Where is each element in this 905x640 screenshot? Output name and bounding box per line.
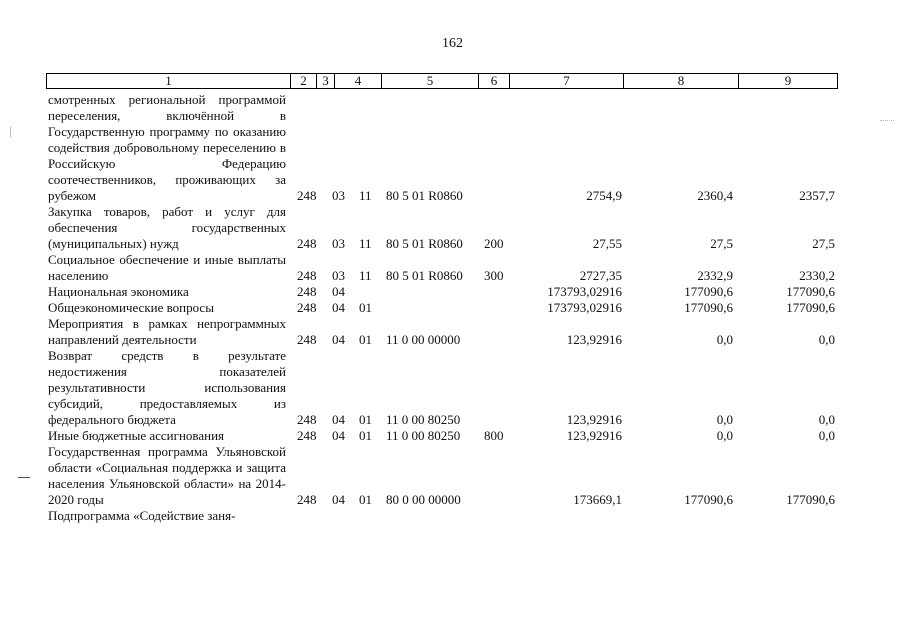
header-col-1: 1 xyxy=(165,73,172,88)
row-c9: 0,0 xyxy=(818,412,835,427)
row-c8: 177090,6 xyxy=(684,492,733,507)
row-c8: 2332,9 xyxy=(697,268,733,283)
page-number: 162 xyxy=(442,36,463,51)
row-c2: 248 xyxy=(297,332,317,347)
row-c7: 2727,35 xyxy=(579,268,622,283)
row-c7: 27,55 xyxy=(592,236,622,251)
scan-mark xyxy=(18,477,30,478)
row-c2: 248 xyxy=(297,492,317,507)
row-c5: 11 0 00 00000 xyxy=(386,332,461,347)
scan-mark xyxy=(10,127,12,137)
row-c9: 2330,2 xyxy=(799,268,835,283)
row-c3: 04 xyxy=(332,300,345,315)
row-c6: 200 xyxy=(484,236,504,251)
row-c9: 177090,6 xyxy=(786,492,835,507)
row-c8: 0,0 xyxy=(716,332,733,347)
table-row xyxy=(0,204,905,252)
row-name: Возврат средств в результате недостижения показателей результативности использования субсидий, предоставляемых из федерального бюджета xyxy=(48,348,286,427)
row-c7: 173669,1 xyxy=(573,492,622,507)
row-name: смотренных региональной программой переселения, включённой в Государственную программу по оказанию содействия добровольному переселению в Российскую Федерацию соотечественников, проживающих за рубежом xyxy=(48,92,286,203)
row-c7: 123,92916 xyxy=(566,428,622,443)
row-c3: 04 xyxy=(332,332,345,347)
row-name: Иные бюджетные ассигнования xyxy=(48,428,225,443)
row-c9: 2357,7 xyxy=(799,188,835,203)
row-name: Закупка товаров, работ и услуг для обеспечения государственных (муниципальных) нужд xyxy=(48,204,286,251)
scan-mark xyxy=(880,120,894,121)
row-c2: 248 xyxy=(297,188,317,203)
header-col-2: 2 xyxy=(290,74,316,88)
row-name: Общеэкономические вопросы xyxy=(48,300,214,315)
row-c3: 04 xyxy=(332,284,345,299)
row-c5: 11 0 00 80250 xyxy=(386,428,461,443)
row-c6: 300 xyxy=(484,268,504,283)
header-col-7: 7 xyxy=(509,74,623,88)
row-c5: 80 5 01 R0860 xyxy=(386,236,463,251)
row-c8: 177090,6 xyxy=(684,284,733,299)
table-row xyxy=(0,92,905,204)
row-c7: 123,92916 xyxy=(566,332,622,347)
header-col-6: 6 xyxy=(478,74,509,88)
row-c4: 01 xyxy=(359,332,372,347)
row-c4: 01 xyxy=(359,300,372,315)
row-c2: 248 xyxy=(297,236,317,251)
row-c7: 173793,02916 xyxy=(547,284,622,299)
row-name: Подпрограмма «Содействие заня- xyxy=(48,508,236,523)
row-c4: 11 xyxy=(359,268,372,283)
row-c2: 248 xyxy=(297,412,317,427)
row-c5: 80 0 00 00000 xyxy=(386,492,461,507)
table-row xyxy=(0,348,905,428)
row-c7: 2754,9 xyxy=(586,188,622,203)
row-c8: 2360,4 xyxy=(697,188,733,203)
row-c7: 123,92916 xyxy=(566,412,622,427)
row-c8: 0,0 xyxy=(716,412,733,427)
row-c9: 177090,6 xyxy=(786,284,835,299)
row-c2: 248 xyxy=(297,300,317,315)
row-c9: 0,0 xyxy=(818,428,835,443)
row-c4: 01 xyxy=(359,412,372,427)
row-c4: 11 xyxy=(359,236,372,251)
row-c3: 03 xyxy=(332,236,345,251)
row-c2: 248 xyxy=(297,284,317,299)
row-c2: 248 xyxy=(297,428,317,443)
row-name: Мероприятия в рамках непрограммных направлений деятельности xyxy=(48,316,286,347)
table-row xyxy=(0,428,905,444)
table-row xyxy=(0,444,905,508)
header-col-9: 9 xyxy=(738,74,837,88)
row-c3: 04 xyxy=(332,428,345,443)
table-row xyxy=(0,252,905,284)
row-c3: 03 xyxy=(332,188,345,203)
table-row xyxy=(0,508,905,524)
row-c8: 0,0 xyxy=(716,428,733,443)
row-c6: 800 xyxy=(484,428,504,443)
row-c9: 27,5 xyxy=(812,236,835,251)
row-c7: 173793,02916 xyxy=(547,300,622,315)
row-c8: 27,5 xyxy=(710,236,733,251)
table-header xyxy=(46,73,838,89)
table-row xyxy=(0,284,905,300)
header-col-4: 4 xyxy=(334,74,381,88)
row-c9: 177090,6 xyxy=(786,300,835,315)
table-row xyxy=(0,300,905,316)
row-c5: 11 0 00 80250 xyxy=(386,412,461,427)
row-c5: 80 5 01 R0860 xyxy=(386,268,463,283)
table-row xyxy=(0,316,905,348)
row-c8: 177090,6 xyxy=(684,300,733,315)
row-c4: 01 xyxy=(359,492,372,507)
row-c3: 04 xyxy=(332,412,345,427)
row-c4: 01 xyxy=(359,428,372,443)
row-c2: 248 xyxy=(297,268,317,283)
header-col-3: 3 xyxy=(316,74,334,88)
row-c3: 03 xyxy=(332,268,345,283)
header-col-5: 5 xyxy=(381,74,478,88)
row-name: Национальная экономика xyxy=(48,284,189,299)
row-c3: 04 xyxy=(332,492,345,507)
row-name: Социальное обеспечение и иные выплаты населению xyxy=(48,252,286,283)
row-name: Государственная программа Ульяновской области «Социальная поддержка и защита населения Ульяновской области» на 2014-2020 годы xyxy=(48,444,286,507)
row-c4: 11 xyxy=(359,188,372,203)
table-body xyxy=(0,92,905,524)
row-c9: 0,0 xyxy=(818,332,835,347)
header-col-8: 8 xyxy=(623,74,738,88)
row-c5: 80 5 01 R0860 xyxy=(386,188,463,203)
